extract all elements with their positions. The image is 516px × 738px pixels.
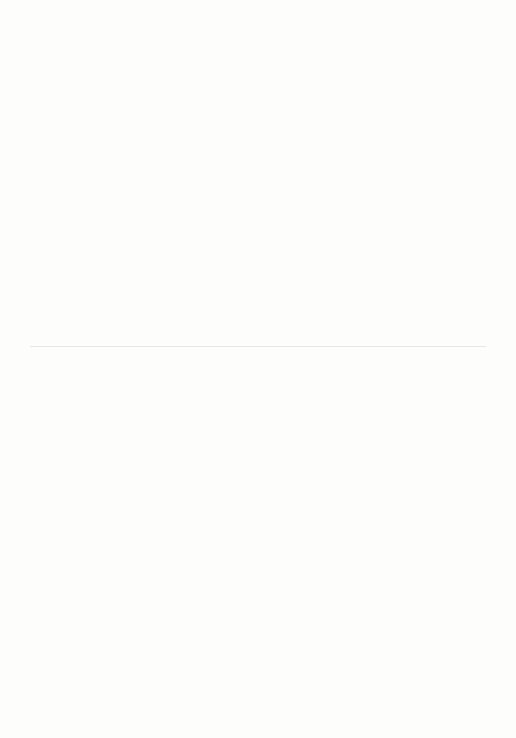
section-divider bbox=[30, 346, 486, 347]
body-text-upper bbox=[30, 14, 486, 336]
body-text-lower bbox=[30, 358, 486, 688]
